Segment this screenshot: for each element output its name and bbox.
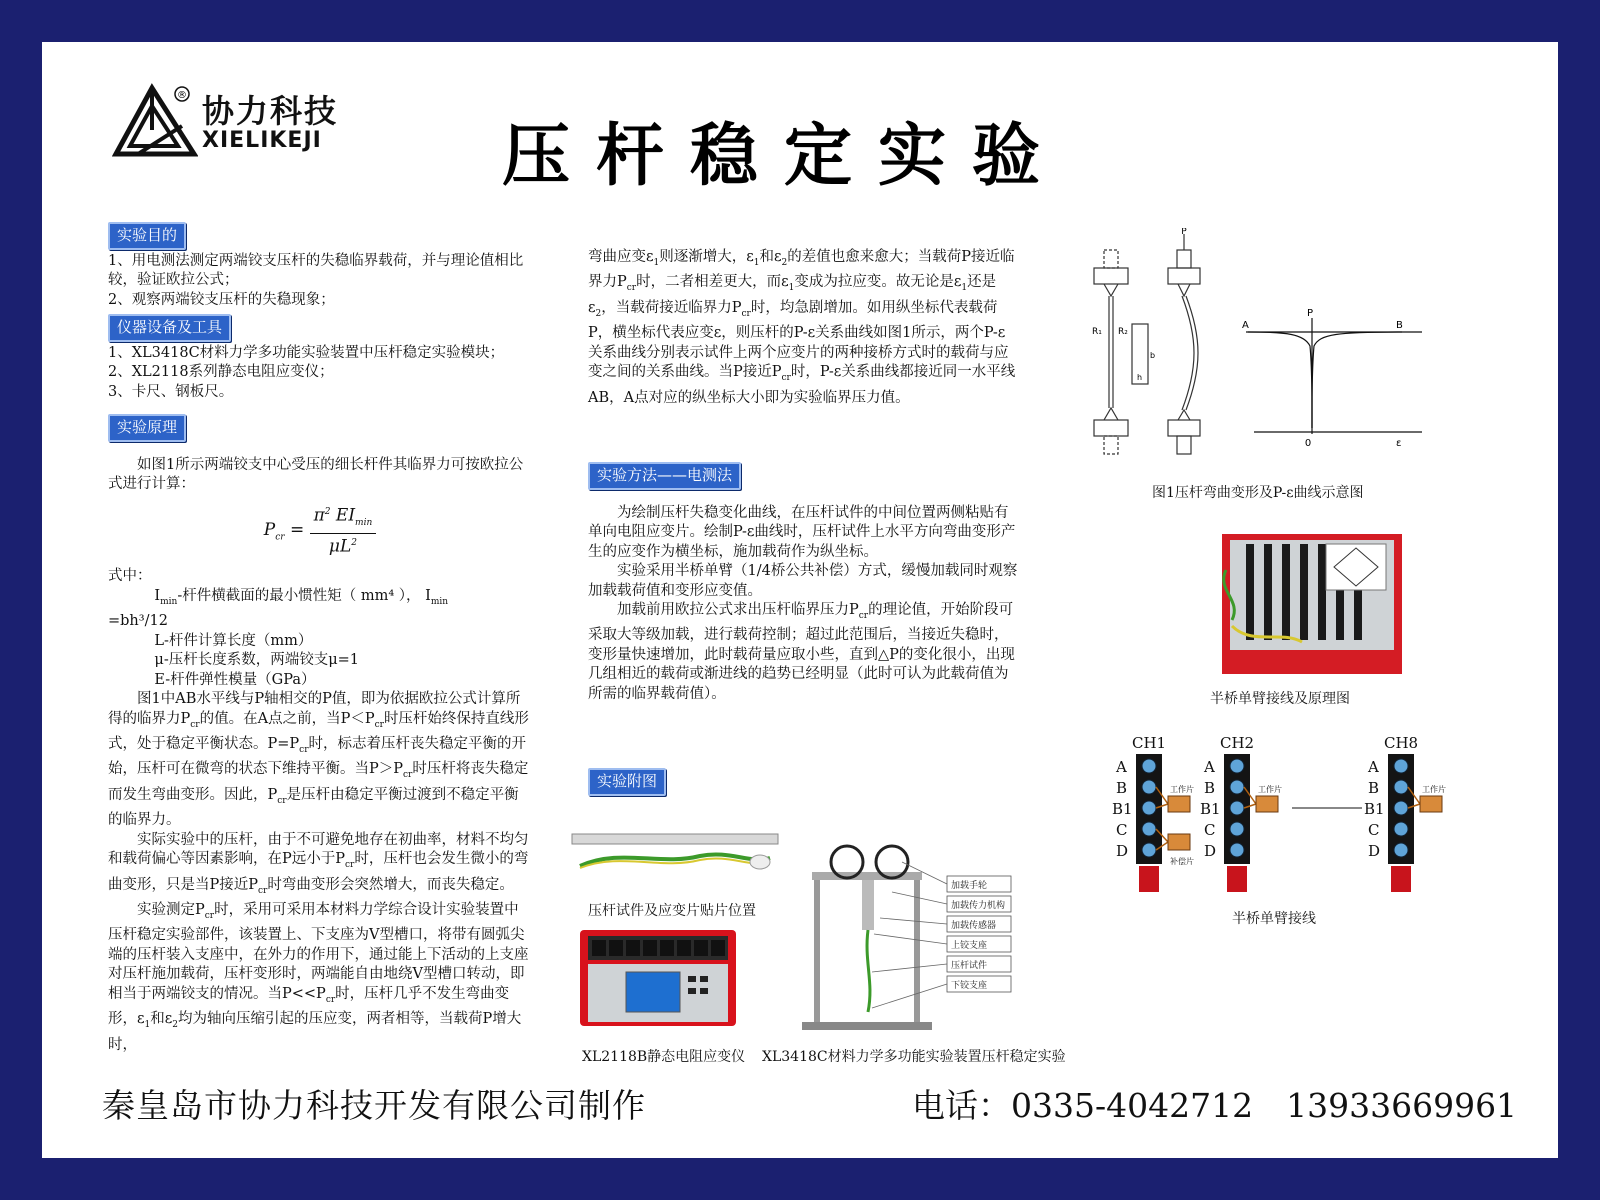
rig-label: 上铰支座: [951, 941, 988, 951]
rig-label: 加载传力机构: [951, 901, 1006, 911]
rig-label: 加载手轮: [951, 881, 988, 891]
half-bridge-photo: [1212, 530, 1412, 678]
rig-caption: XL3418C材料力学多功能实验装置压杆稳定实验: [762, 1049, 1066, 1065]
terminal-label: B: [1116, 779, 1128, 797]
fig1-b-point: B: [1396, 320, 1403, 331]
terminal-label: B: [1204, 779, 1216, 797]
terminal-label: C: [1368, 821, 1380, 839]
principle-paragraph-3: 实验测定$P_{cr}$时，采用可采用本材料力学综合设计实验装置中压杆稳定实验部件，该装置上、下支座为V型槽口，将带有圆弧尖端的压杆装入支座中，在外力的作用下，通过能上下活动的上支座对压杆施加载荷，压杆变形时，两端能自由地绕V型槽口转动，即相当于两端铰支的情况。当$P<<P_{cr}$时，压杆几乎不发生弯曲变形，$\varepsilon_1$和$\varepsilon_2$均为轴向压缩引起的压应变，两者相等，当载荷P增大时，: [108, 901, 529, 1053]
fig1-eps: ε: [1396, 438, 1402, 449]
meter-caption: XL2118B静态电阻应变仪: [582, 1049, 746, 1065]
figure-1-caption: 图1压杆弯曲变形及P-ε曲线示意图: [1152, 485, 1364, 501]
purpose-item: 2、观察两端铰支压杆的失稳现象；: [108, 291, 335, 308]
brand-name-cn: 协力科技: [202, 92, 339, 130]
page-title: 压杆稳定实验: [502, 117, 1067, 196]
rig-label: 加载传感器: [951, 921, 997, 931]
var-imin: $I_{min}-$杆件横截面的最小惯性矩（ mm⁴ ）， $I_{min}$: [154, 587, 449, 607]
section-header-principle: 实验原理: [108, 414, 186, 442]
rig-label: 下铰支座: [951, 981, 988, 991]
var-l: L-杆件计算长度（mm）: [154, 632, 313, 649]
section-header-appendix: 实验附图: [588, 768, 666, 796]
where-label: 式中：: [108, 568, 152, 585]
principle-intro: 如图1所示两端铰支中心受压的细长杆件其临界力可按欧拉公式进行计算：: [108, 456, 524, 492]
method-section: [588, 458, 1018, 704]
terminal-label: B: [1368, 779, 1380, 797]
channel-label: CH2: [1220, 734, 1255, 752]
fig1-p-axis: P: [1306, 308, 1314, 319]
fig1-b: b: [1150, 351, 1156, 360]
fig1-a: A: [1242, 320, 1249, 331]
terminal-label: D: [1116, 842, 1129, 860]
var-mu: μ-压杆长度系数，两端铰支μ=1: [154, 652, 360, 669]
section-header-equipment: 仪器设备及工具: [108, 314, 231, 342]
wiring-diagram: [1072, 732, 1462, 900]
method-paragraph-2: 实验采用半桥单臂（1/4桥公共补偿）方式，缓慢加载同时观察加载载荷值和变形应变值。: [588, 563, 1018, 599]
method-paragraph-1: 为绘制压杆失稳变化曲线，在压杆试件的中间位置两侧粘贴有单向电阻应变片。绘制P-ε曲线时，压杆试件上水平方向弯曲变形产生的应变作为横坐标，施加载荷作为纵坐标。: [588, 504, 1016, 560]
column-middle: [588, 248, 1018, 408]
comp-label: 补偿片: [1170, 857, 1194, 866]
brand-name-en: XIELIKEJI: [202, 128, 322, 153]
terminal-label: B1: [1364, 800, 1385, 818]
poster: [42, 42, 1558, 1158]
principle-paragraph-2: 实际实验中的压杆，由于不可避免地存在初曲率，材料不均匀和载荷偏心等因素影响，在P远小于$P_{cr}$时，压杆也会发生微小的弯曲变形，只是当P接近$P_{cr}$时弯曲变形会突然增大，而丧失稳定。: [108, 831, 529, 896]
section-header-purpose: 实验目的: [108, 222, 186, 250]
equipment-item: 2、XL2118系列静态电阻应变仪；: [108, 364, 334, 380]
euler-formula: $P_{cr}$ = $\frac{\pi^2 EI_{min}}{\mu L^2}$: [108, 503, 532, 558]
var-imin-eq: =bh³/12: [108, 613, 168, 630]
terminal-label: A: [1204, 758, 1215, 776]
triangle-logo-icon: [112, 82, 198, 158]
specimen-photo: [570, 826, 780, 884]
terminal-label: A: [1116, 758, 1127, 776]
terminal-label: C: [1116, 821, 1128, 839]
column-left: [108, 218, 532, 1055]
specimen-caption: 压杆试件及应变片贴片位置: [588, 903, 756, 919]
principle-paragraph-4: 弯曲应变$\varepsilon_1$则逐渐增大，$\varepsilon_1$和$\varepsilon_2$的差值也愈来愈大；当载荷P接近临界力$P_{cr}$时，二者相差更大，而$\varepsilon_1$变成为拉应变。故无论是$\varepsilon_1$还是$\varepsilon_2$，当载荷接近临界力$P_{cr}$时，均急剧增加。如用纵坐标代表载荷P，横坐标代表应变ε，则压杆的P-ε关系曲线如图1所示，两个P-ε关系曲线分别表示试件上两个应变片的两种接桥方式时的载荷与应变之间的关系曲线。当P接近$P_{cr}$时，P-ε关系曲线都接近同一水平线AB，A点对应的纵坐标大小即为实验临界压力值。: [588, 249, 1016, 406]
gauge-label: 工作片: [1422, 785, 1446, 794]
channel-label: CH1: [1132, 734, 1167, 752]
gauge-label: 工作片: [1258, 785, 1282, 794]
registered-mark: ®: [177, 90, 187, 101]
fig1-origin: 0: [1304, 438, 1312, 449]
var-e: E-杆件弹性模量（GPa）: [154, 671, 316, 688]
test-rig-photo: [792, 822, 1022, 1038]
terminal-label: B1: [1200, 800, 1221, 818]
channel-label: CH8: [1384, 734, 1419, 752]
brand-logo: [112, 82, 352, 158]
strain-meter-photo: [578, 928, 738, 1028]
wiring-caption: 半桥单臂接线: [1232, 911, 1316, 927]
terminal-label: C: [1204, 821, 1216, 839]
fig1-p-left: P: [1181, 228, 1187, 237]
half-bridge-photo-caption: 半桥单臂接线及原理图: [1210, 691, 1350, 707]
method-paragraph-3: 加载前用欧拉公式求出压杆临界压力$P_{cr}$的理论值，开始阶段可采取大等级加载，进行载荷控制；超过此范围后，当接近失稳时，变形量快速增加，此时载荷量应取小些，直到△P的变化很小，出现几组相近的载荷或渐进线的趋势已经明显（此时可认为此载荷值为所需的临界载荷值）。: [588, 602, 1015, 702]
figure-1-diagram: [1082, 228, 1422, 472]
fig1-h: h: [1137, 373, 1143, 382]
rig-label: 压杆试件: [951, 961, 988, 971]
terminal-label: D: [1204, 842, 1217, 860]
terminal-label: A: [1368, 758, 1379, 776]
footer-company: 秦皇岛市协力科技开发有限公司制作: [102, 1086, 646, 1125]
fig1-r2: R₂: [1118, 327, 1128, 337]
terminal-label: B1: [1112, 800, 1133, 818]
appendix-section: [588, 764, 788, 798]
fig1-r1: R₁: [1092, 327, 1102, 337]
footer-phone: 电话：0335-4042712 13933669961: [912, 1086, 1518, 1125]
purpose-item: 1、用电测法测定两端铰支压杆的失稳临界载荷，并与理论值相比较，验证欧拉公式；: [108, 252, 524, 288]
principle-paragraph-1: 图1中AB水平线与P轴相交的P值，即为依据欧拉公式计算所得的临界力$P_{cr}$的值。在A点之前，当$P<P_{cr}$时压杆始终保持直线形式，处于稳定平衡状态。$P=P_{cr}$时，标志着压杆丧失稳定平衡的开始，压杆可在微弯的状态下维持平衡。当$P>P_{cr}$时压杆将丧失稳定而发生弯曲变形。因此，$P_{cr}$是压杆由稳定平衡过渡到不稳定平衡的临界力。: [108, 691, 529, 829]
terminal-label: D: [1368, 842, 1381, 860]
equipment-item: 1、XL3418C材料力学多功能实验装置中压杆稳定实验模块；: [108, 344, 505, 361]
gauge-label: 工作片: [1170, 785, 1194, 794]
section-header-method: 实验方法——电测法: [588, 462, 741, 490]
equipment-item: 3、卡尺、钢板尺。: [108, 383, 234, 400]
